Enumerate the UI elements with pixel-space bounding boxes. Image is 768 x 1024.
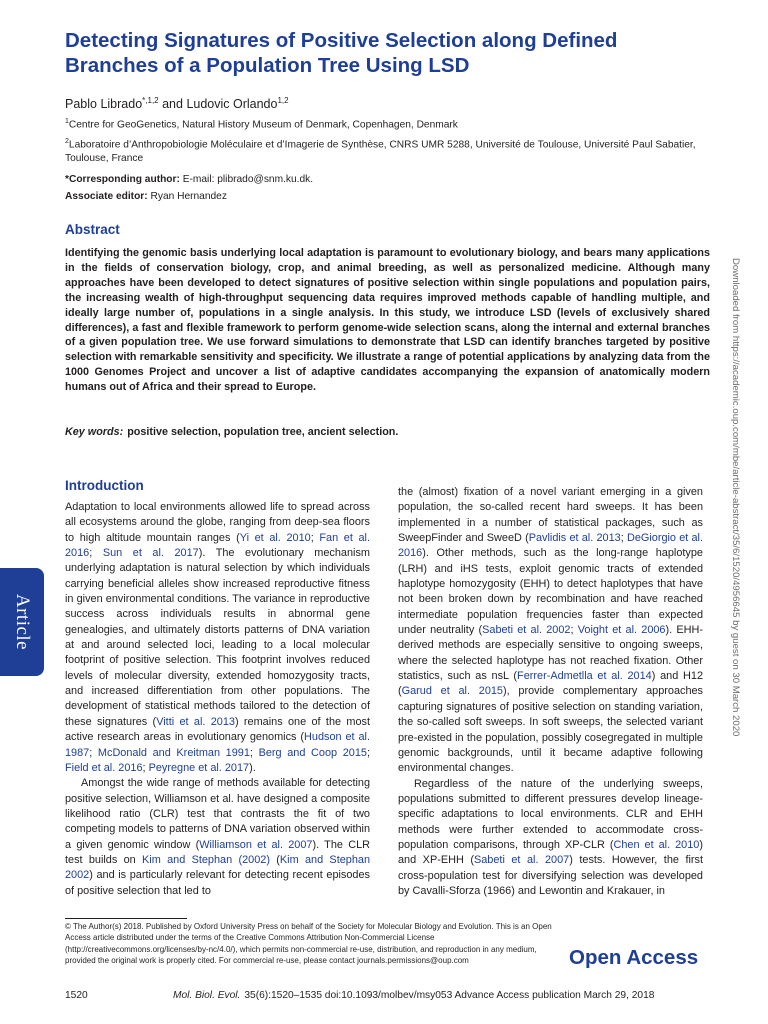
author-affiliation-marker: *,1,2 [142, 96, 159, 105]
affiliation-2 [65, 135, 713, 166]
author-name[interactable]: Pablo Librado [65, 97, 143, 112]
associate-editor-name: Ryan Hernandez [147, 191, 227, 202]
corresponding-author-email[interactable]: E-mail: plibrado@snm.ku.dk. [179, 174, 314, 185]
citation-link[interactable]: Voight et al. 2006 [577, 624, 666, 637]
citation-link[interactable]: Berg and Coop 2015 [258, 746, 367, 759]
citation-link[interactable]: Garud et al. 2015 [401, 685, 503, 698]
citation-details[interactable]: 35(6):1520–1535 doi:10.1093/molbev/msy053 Advance Access publication March 29, 2018 [244, 990, 655, 1001]
author-affiliation-marker: 1,2 [277, 96, 289, 105]
correspondence-block [65, 171, 313, 205]
license-footnote: © The Author(s) 2018. Published by Oxford University Press on behalf of the Society for Molecular Biology and Evolution. This is an Open Access article distributed under the terms of the Creative Commons Attribution Non-Commercial License (http://creativecommons.org/licenses/by-nc/4.0/), which permits non-commercial re-use, distribution, and reproduction in any medium, provided the original work is properly cited. For commercial re-use, please contact journals.permissions@oup.com [65, 922, 552, 966]
download-note[interactable]: Downloaded from https://academic.oup.com/mbe/article-abstract/35/6/1520/4956645 by guest on 30 March 2020 [730, 258, 741, 737]
citation-link[interactable]: Pavlidis et al. 2013 [528, 532, 621, 545]
citation-link[interactable]: Sabeti et al. 2002 [482, 624, 571, 637]
keywords-text: positive selection, population tree, ancient selection. [127, 426, 399, 438]
keywords [65, 426, 398, 438]
citation-link[interactable]: McDonald and Kreitman 1991 [97, 746, 250, 759]
citation-link[interactable]: Chen et al. 2010 [613, 838, 700, 851]
citation-link[interactable]: Kim and Stephan 2002 [65, 853, 371, 882]
open-access-label: Open Access [569, 946, 699, 969]
author-name[interactable]: Ludovic Orlando [186, 97, 278, 112]
citation-link[interactable]: Hudson et al. 1987 [65, 731, 370, 759]
citation-link[interactable]: Field et al. 2016 [65, 761, 143, 774]
citation-link[interactable]: Williamson et al. 2007 [199, 838, 313, 851]
citation-link[interactable]: Vitti et al. 2013 [156, 715, 235, 728]
citation-link[interactable]: Sun et al. 2017 [102, 547, 199, 560]
corresponding-author-label: *Corresponding author: [65, 174, 180, 185]
abstract-text: Identifying the genomic basis underlying local adaptation is paramount to evolutionary biology, and bears many applications in the fields of conservation biology, crop, and animal breeding, as well as personalized medicine. Although many approaches have been developed to detect signatures of positive selection within single populations and population pairs, the increasing wealth of high-throughput sequencing data requires improved methods capable of handling multiple, and ideally large number of, populations in a single analysis. In this study, we introduce LSD (levels of exclusively shared differences), a fast and flexible framework to perform genome-wide selection scans, along the internal and external branches of a given population tree. We use forward simulations to demonstrate that LSD can identify branches targeted by positive selection with remarkable sensitivity and specificity. We illustrate a range of potential applications by analyzing data from the 1000 Genomes Project and uncover a list of adaptive candidates accompanying the expansion of anatomically modern humans out of Africa and their spread to Europe. [65, 247, 710, 394]
intro-column-right: the (almost) fixation of a novel variant emerging in a given population, the so-called recent hard sweeps. It has been implemented in a number of statistical packages, such as SweepFinder and SweeD (Pavlidis et al. 2013; DeGiorgio et al. 2016). Other methods, such as the long-range haplotype (LRH) and iHS tests, exploit genomic tracts of extended haplotype homozygosity (EHH) to detect haplotypes that have not been broken down by recombination and have reached intermediate population frequencies faster than expected under neutrality (Sabeti et al. 2002; Voight et al. 2006). EHH-derived methods are especially sensitive to ongoing sweeps, where the selected haplotype has not reached fixation. Other statistics, such as nsL (Ferrer-Admetlla et al. 2014) and H12 (Garud et al. 2015), provide complementary approaches capturing signatures of positive selection on standing variation, the so-called soft sweeps. In soft sweeps, the selected variant pre-existed in the population, possibly cosegregated in multiple genomic backgrounds, until it became adaptive following environmental changes. Regardless of the nature of the underlying sweeps, populations submitted to different pressures develop lineage-specific adaptations to local environments. CLR and EHH methods were further extended to accommodate cross-population comparisons, through XP-CLR (Chen et al. 2010) and XP-EHH (Sabeti et al. 2007) tests. However, the first cross-population test for diversifying selection was developed by Cavalli-Sforza (1966) and Lewontin and Krakauer, in [398, 486, 703, 897]
author-list [65, 96, 289, 111]
affiliation-number: 1 [65, 118, 69, 125]
keywords-label: Key words: [65, 426, 124, 438]
citation-link[interactable]: DeGiorgio et al. 2016 [398, 532, 703, 560]
journal-citation [173, 990, 654, 1001]
citation-link[interactable]: Peyregne et al. 2017 [148, 761, 250, 774]
citation-link[interactable]: Yi et al. 2010 [239, 531, 311, 544]
author-conjunction: and [158, 97, 187, 112]
page-footer [65, 990, 705, 1001]
article-title: Detecting Signatures of Positive Selection along Defined Branches of a Population Tree Using LSD [65, 29, 618, 77]
affiliation-number: 2 [65, 138, 69, 145]
citation-link[interactable]: Kim and Stephan (2002) [142, 853, 270, 866]
journal-name: Mol. Biol. Evol. [173, 990, 241, 1001]
affiliation-1 [65, 115, 713, 132]
citation-link[interactable]: Sabeti et al. 2007 [473, 854, 570, 867]
article-type-tab [0, 568, 44, 676]
affiliation-text: Centre for GeoGenetics, Natural History Museum of Denmark, Copenhagen, Denmark [68, 119, 458, 131]
abstract-heading: Abstract [65, 222, 120, 237]
citation-link[interactable]: Fan et al. 2016 [65, 531, 370, 560]
introduction-heading: Introduction [65, 478, 144, 493]
page-number: 1520 [65, 990, 88, 1001]
citation-link[interactable]: Ferrer-Admetlla et al. 2014 [517, 670, 652, 683]
intro-column-left: Adaptation to local environments allowed life to spread across all ecosystems around the globe, ranging from deep-sea floors to high altitude mountain ranges (Yi et al. 2010; Fan et al. 2016; Sun et al. 2017). The evolutionary mechanism underlying adaptation is natural selection by which individuals carrying beneficial alleles show increased reproductive fitness in given environmental conditions. The variance in reproductive success across individuals results in abnormal gene genealogies, and ultimately distorts patterns of DNA variation at and around selected loci, leading to a local molecular footprint of positive selection. This footprint involves reduced levels of molecular diversity, extended homozygosity tracts, and increased differentiation from other populations. The development of statistical methods tailored to the detection of these signatures (Vitti et al. 2013) remains one of the most active research areas in evolutionary genomics (Hudson et al. 1987; McDonald and Kreitman 1991; Berg and Coop 2015; Field et al. 2016; Peyregne et al. 2017). Amongst the wide range of methods available for detecting positive selection, Williamson et al. have designed a composite likelihood ratio (CLR) test that contrasts the fit of two competing models to patterns of DNA variation observed within a given genomic window (Williamson et al. 2007). The CLR test builds on Kim and Stephan (2002) (Kim and Stephan 2002) and is particularly relevant for detecting recent episodes of positive selection that led to [65, 501, 371, 897]
article-type-label: Article [12, 593, 33, 651]
footnote-rule [65, 918, 187, 919]
affiliation-text: Laboratoire d’Anthropobiologie Moléculaire et d’Imagerie de Synthèse, CNRS UMR 5288, Université de Toulouse, Université Paul Sabatier, Toulouse, France [65, 139, 696, 165]
associate-editor-label: Associate editor: [65, 191, 148, 202]
